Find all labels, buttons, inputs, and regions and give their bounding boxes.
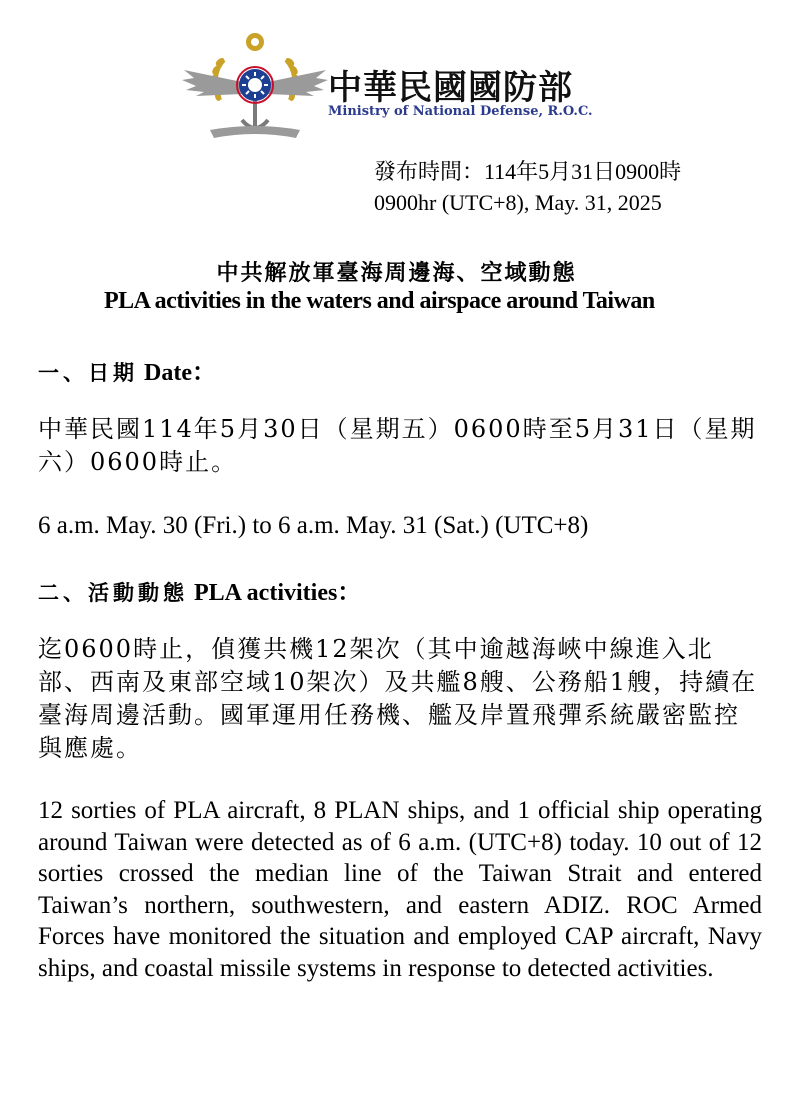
- org-name-en: Ministry of National Defense, R.O.C.: [328, 104, 593, 119]
- section-activities-heading: [38, 572, 361, 607]
- section-activities-heading-zh: 二、活動動態: [38, 581, 188, 605]
- document-title-zh: 中共解放軍臺海周邊海、空域動態: [216, 261, 577, 286]
- letterhead: [180, 30, 640, 145]
- section-date-heading-zh: 一、日期: [38, 361, 138, 385]
- org-name-zh: 中華民國國防部: [328, 68, 573, 108]
- release-time: [374, 156, 681, 218]
- mnd-emblem-icon: [180, 30, 330, 142]
- section-activities-heading-en: PLA activities：: [194, 580, 362, 606]
- section-date-text-zh: 中華民國114年5月30日（星期五）0600時至5月31日（星期六）0600時止。: [38, 415, 757, 476]
- section-date-heading-en: Date：: [144, 360, 216, 386]
- section-activities-text-en: 12 sorties of PLA aircraft, 8 PLAN ships, and 1 official ship operating around Taiwan were detected as of 6 a.m. (UTC+8) today. 10 out of 12 sorties crossed the median line of the Taiwan Strait and entered Taiwan’s northern, southwestern, and eastern ADIZ. ROC Armed Forces have monitored the situation and employed CAP aircraft, Navy ships, and coastal missile systems in response to detected activities.: [38, 797, 762, 982]
- release-time-zh: 發布時間：114年5月31日0900時: [374, 159, 682, 184]
- section-date-text-en: 6 a.m. May. 30 (Fri.) to 6 a.m. May. 31 (Sat.) (UTC+8): [38, 512, 589, 539]
- document-title-en: PLA activities in the waters and airspace around Taiwan: [104, 288, 655, 314]
- release-time-en: 0900hr (UTC+8), May. 31, 2025: [374, 190, 662, 215]
- section-date-heading: [38, 352, 216, 387]
- section-activities-text-zh: 迄0600時止，偵獲共機12架次（其中逾越海峽中線進入北部、西南及東部空域10架次）及共艦8艘、公務船1艘，持續在臺海周邊活動。國軍運用任務機、艦及岸置飛彈系統嚴密監控與應處。: [38, 635, 758, 762]
